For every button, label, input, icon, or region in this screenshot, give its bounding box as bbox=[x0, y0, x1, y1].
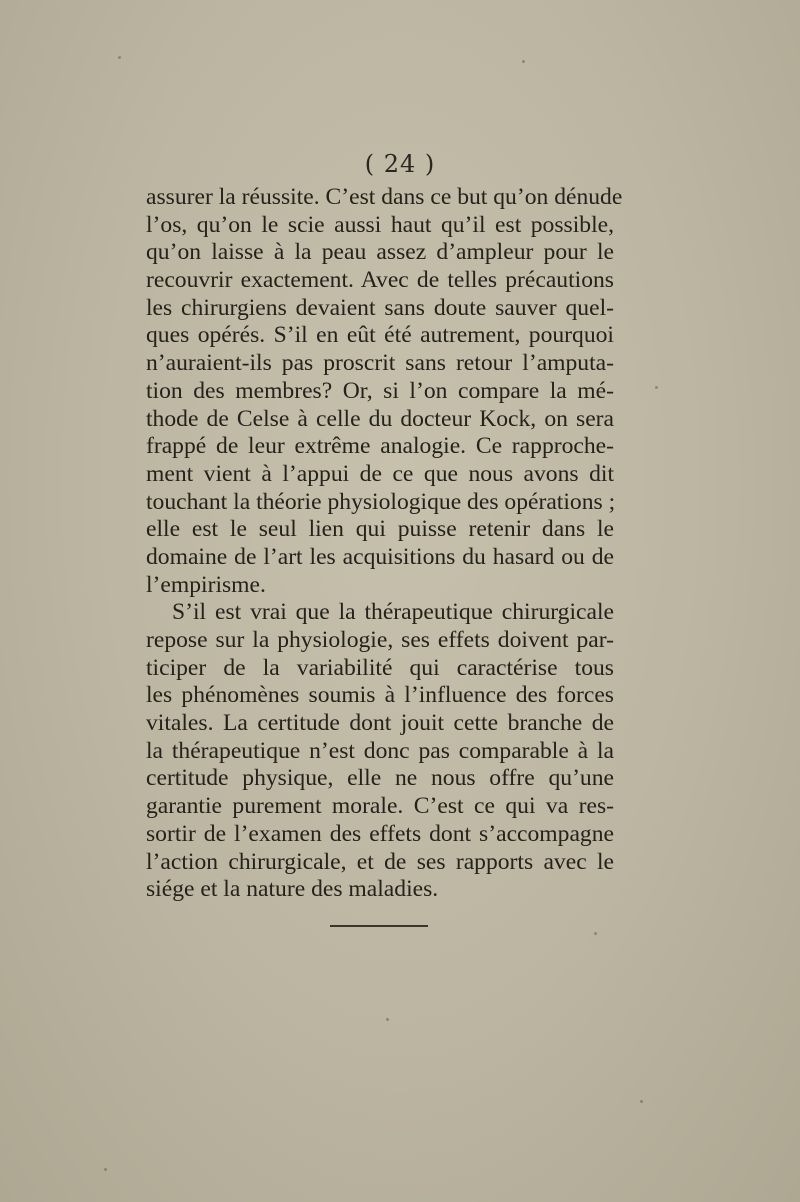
text-line: ticiper de la variabilité qui caractérise tous bbox=[146, 654, 614, 681]
paper-speck bbox=[640, 1100, 643, 1103]
text-line: certitude physique, elle ne nous offre qu’une bbox=[146, 765, 614, 792]
paper-speck bbox=[386, 1018, 389, 1021]
body-text bbox=[146, 184, 623, 904]
text-line: touchant la théorie physiologique des opérations ; bbox=[146, 488, 616, 515]
paper-speck bbox=[118, 56, 121, 59]
text-line: thode de Celse à celle du docteur Kock, on sera bbox=[146, 405, 614, 432]
text-line: n’auraient-ils pas proscrit sans retour l’amputa- bbox=[146, 350, 614, 377]
text-line: garantie purement morale. C’est ce qui va res- bbox=[146, 793, 614, 820]
text-line: S’il est vrai que la thérapeutique chirurgicale bbox=[172, 599, 614, 626]
paragraph-1 bbox=[146, 184, 623, 599]
text-line: tion des membres? Or, si l’on compare la mé- bbox=[146, 377, 614, 404]
paper-speck bbox=[594, 932, 597, 935]
text-line: la thérapeutique n’est donc pas comparable à la bbox=[146, 737, 614, 764]
text-line: ment vient à l’appui de ce que nous avons dit bbox=[146, 460, 614, 487]
page-number: ( 24 ) bbox=[364, 150, 436, 178]
text-line: recouvrir exactement. Avec de telles précautions bbox=[146, 267, 614, 294]
text-line: qu’on laisse à la peau assez d’ampleur pour le bbox=[146, 239, 614, 266]
text-line: les phénomènes soumis à l’influence des forces bbox=[146, 682, 614, 709]
text-line: l’action chirurgicale, et de ses rapports avec le bbox=[146, 848, 614, 875]
text-line: repose sur la physiologie, ses effets doivent par- bbox=[146, 627, 614, 653]
text-line: sortir de l’examen des effets dont s’accompagne bbox=[146, 820, 614, 847]
paper-speck bbox=[655, 386, 658, 389]
paper-speck bbox=[522, 60, 525, 63]
text-line: les chirurgiens devaient sans doute sauver quel- bbox=[146, 294, 614, 321]
section-divider bbox=[330, 925, 428, 927]
text-line: siége et la nature des maladies. bbox=[146, 876, 439, 903]
text-line: elle est le seul lien qui puisse retenir dans le bbox=[146, 516, 614, 543]
text-line: vitales. La certitude dont jouit cette branche de bbox=[146, 710, 614, 737]
paragraph-2 bbox=[146, 599, 614, 904]
text-line: domaine de l’art les acquisitions du hasard ou de bbox=[146, 543, 614, 570]
text-line: ques opérés. S’il en eût été autrement, pourquoi bbox=[146, 322, 614, 349]
text-line: l’empirisme. bbox=[146, 571, 266, 598]
text-line: assurer la réussite. C’est dans ce but qu’on dénude bbox=[146, 184, 623, 210]
text-line: frappé de leur extrême analogie. Ce rapproche- bbox=[146, 433, 614, 460]
paper-speck bbox=[104, 1168, 107, 1171]
text-line: l’os, qu’on le scie aussi haut qu’il est possible, bbox=[146, 211, 614, 238]
